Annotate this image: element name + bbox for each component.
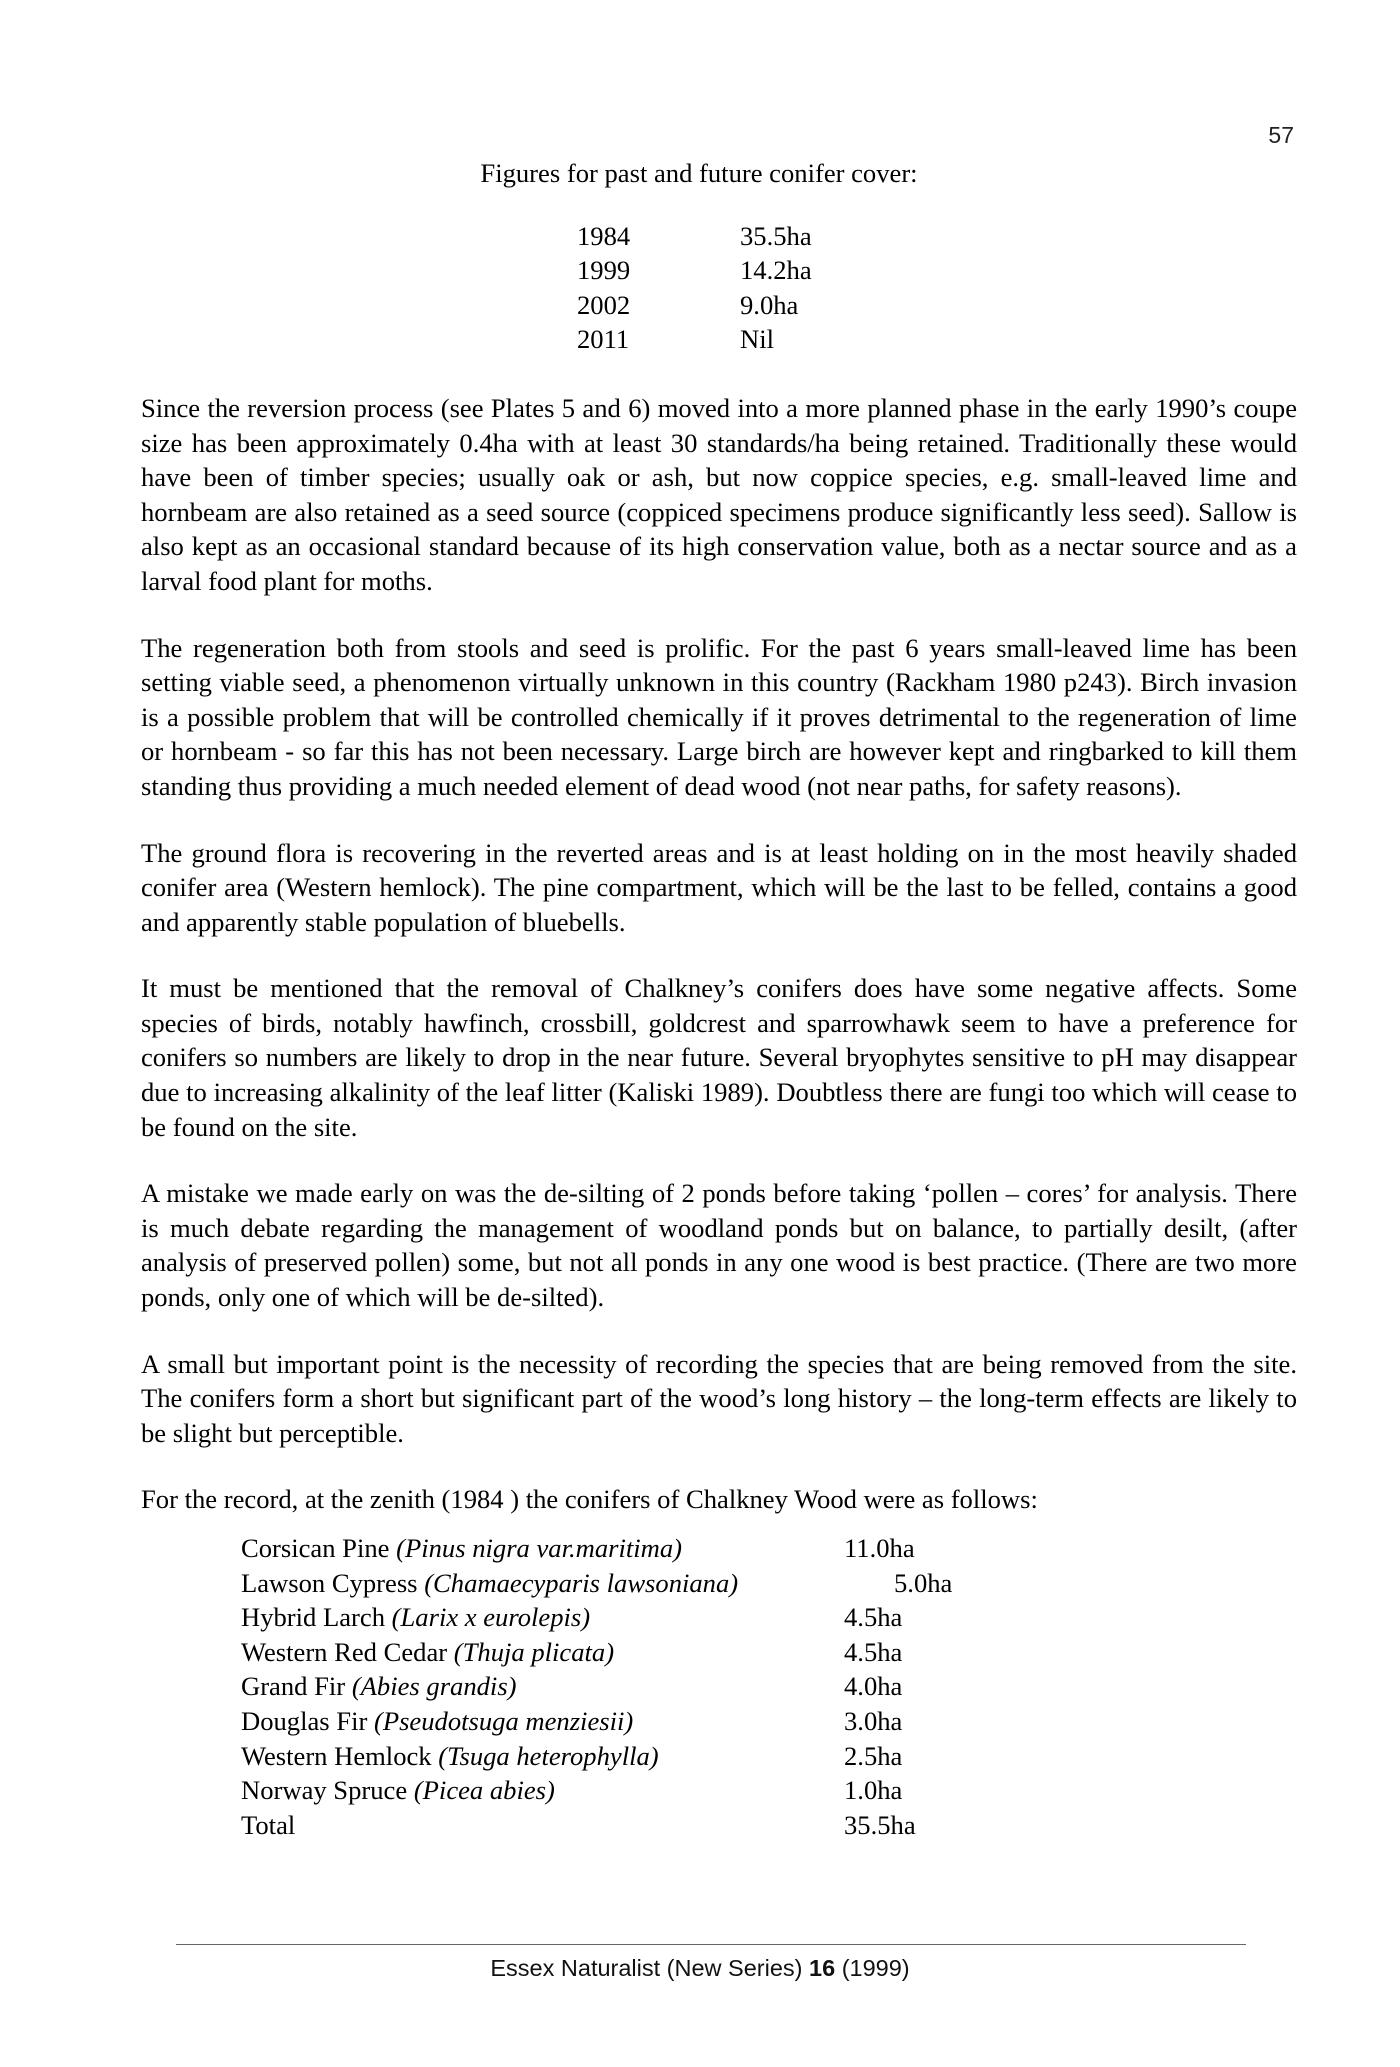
common-name: Total xyxy=(241,1809,296,1840)
area-cell: 35.5ha xyxy=(740,220,812,251)
common-name: Hybrid Larch xyxy=(241,1602,385,1633)
paragraph-recording: A small but important point is the necessity of recording the species that are being removed from the site. The conifers form a short but significant part of the wood’s long history – the long-term effects are likely to be slight but perceptible. xyxy=(141,1348,1297,1448)
species-cell xyxy=(241,1808,844,1843)
paragraph-record-intro: For the record, at the zenith (1984 ) the conifers of Chalkney Wood were as follows: xyxy=(141,1484,1038,1515)
area-cell: 3.0ha xyxy=(844,1705,903,1736)
table-row xyxy=(241,1531,952,1566)
table-row xyxy=(577,253,812,288)
footer-divider xyxy=(176,1944,1246,1945)
footer-citation xyxy=(0,1955,1400,1982)
conifer-species-table xyxy=(241,1531,952,1842)
area-cell: 35.5ha xyxy=(844,1809,916,1840)
common-name: Lawson Cypress xyxy=(241,1567,418,1598)
latin-name: (Abies grandis) xyxy=(351,1671,517,1702)
latin-name: (Thuja plicata) xyxy=(453,1636,615,1667)
species-cell xyxy=(241,1704,844,1739)
latin-name: (Chamaecyparis lawsoniana) xyxy=(424,1567,739,1598)
area-cell: 4.0ha xyxy=(844,1671,903,1702)
species-cell xyxy=(241,1566,844,1601)
cover-heading: Figures for past and future conifer cover: xyxy=(480,158,918,188)
year-cell: 1984 xyxy=(577,220,631,251)
conifer-cover-table xyxy=(577,219,812,357)
area-cell: 14.2ha xyxy=(740,255,812,286)
area-cell: 1.0ha xyxy=(844,1775,903,1806)
common-name: Grand Fir xyxy=(241,1671,346,1702)
table-row xyxy=(241,1704,952,1739)
year-cell: 2002 xyxy=(577,289,631,320)
table-row xyxy=(577,219,812,254)
volume-number: 16 xyxy=(809,1955,836,1981)
page-body xyxy=(141,156,1297,1842)
area-cell: 5.0ha xyxy=(894,1567,953,1598)
journal-year: (1999) xyxy=(841,1955,910,1981)
year-cell: 1999 xyxy=(577,255,631,286)
page-number: 57 xyxy=(1268,122,1294,148)
common-name: Corsican Pine xyxy=(241,1533,390,1563)
area-cell: 4.5ha xyxy=(844,1602,903,1633)
latin-name: (Picea abies) xyxy=(413,1775,555,1806)
table-row xyxy=(241,1739,952,1774)
table-row xyxy=(241,1600,952,1635)
table-row xyxy=(577,322,812,357)
area-cell: 9.0ha xyxy=(740,289,799,320)
species-cell xyxy=(241,1531,844,1566)
species-cell xyxy=(241,1739,844,1774)
area-cell: 4.5ha xyxy=(844,1636,903,1667)
common-name: Western Red Cedar xyxy=(241,1636,448,1667)
paragraph-negative-affects: It must be mentioned that the removal of Chalkney’s conifers does have some negative affects. Some species of birds, notably hawfinch, crossbill, goldcrest and sparrowhawk seem to have a preference for conifers so numbers are likely to drop in the near future. Several bryophytes sensitive to pH may disappear due to increasing alkalinity of the leaf litter (Kaliski 1989). Doubtless there are fungi too which will cease to be found on the site. xyxy=(141,973,1297,1142)
common-name: Douglas Fir xyxy=(241,1705,368,1736)
area-cell: Nil xyxy=(740,324,774,355)
table-row-total xyxy=(241,1808,952,1843)
common-name: Norway Spruce xyxy=(241,1775,408,1806)
latin-name: (Larix x eurolepis) xyxy=(391,1602,591,1633)
paragraph-ponds: A mistake we made early on was the de-silting of 2 ponds before taking ‘pollen – cores’ for analysis. There is much debate regarding the management of woodland ponds but on balance, to partially desilt, (after analysis of preserved pollen) some, but not all ponds in any one wood is best practice. (There are two more ponds, only one of which will be de-silted). xyxy=(141,1178,1297,1313)
journal-name: Essex Naturalist (New Series) xyxy=(490,1955,803,1981)
paragraph-regeneration: The regeneration both from stools and seed is prolific. For the past 6 years small-leaved lime has been setting viable seed, a phenomenon virtually unknown in this country (Rackham 1980 p243). Birch invasion is a possible problem that will be controlled chemically if it proves detrimental to the regeneration of lime or hornbeam - so far this has not been necessary. Large birch are however kept and ringbarked to kill them standing thus providing a much needed element of dead wood (not near paths, for safety reasons). xyxy=(141,632,1297,801)
species-cell xyxy=(241,1635,844,1670)
common-name: Western Hemlock xyxy=(241,1740,432,1771)
table-row xyxy=(241,1669,952,1704)
paragraph-reversion: Since the reversion process (see Plates 5 and 6) moved into a more planned phase in the early 1990’s coupe size has been approximately 0.4ha with at least 30 standards/ha being retained. Traditionally these would have been of timber species; usually oak or ash, but now coppice species, e.g. small-leaved lime and hornbeam are also retained as a seed source (coppiced specimens produce significantly less seed). Sallow is also kept as an occasional standard because of its high conservation value, both as a nectar source and as a larval food plant for moths. xyxy=(141,392,1297,596)
year-cell: 2011 xyxy=(577,324,630,355)
latin-name: (Pseudotsuga menziesii) xyxy=(373,1705,634,1736)
species-cell xyxy=(241,1669,844,1704)
species-cell xyxy=(241,1773,844,1808)
table-row xyxy=(241,1773,952,1808)
area-cell: 2.5ha xyxy=(844,1740,903,1771)
latin-name: (Pinus nigra var.maritima) xyxy=(396,1533,683,1563)
table-row xyxy=(577,288,812,323)
table-row xyxy=(241,1635,952,1670)
paragraph-ground-flora: The ground flora is recovering in the reverted areas and is at least holding on in the most heavily shaded conifer area (Western hemlock). The pine compartment, which will be the last to be felled, contains a good and apparently stable population of bluebells. xyxy=(141,837,1297,937)
latin-name: (Tsuga heterophylla) xyxy=(438,1740,659,1771)
table-row xyxy=(241,1566,952,1601)
species-cell xyxy=(241,1600,844,1635)
area-cell: 11.0ha xyxy=(844,1533,915,1563)
